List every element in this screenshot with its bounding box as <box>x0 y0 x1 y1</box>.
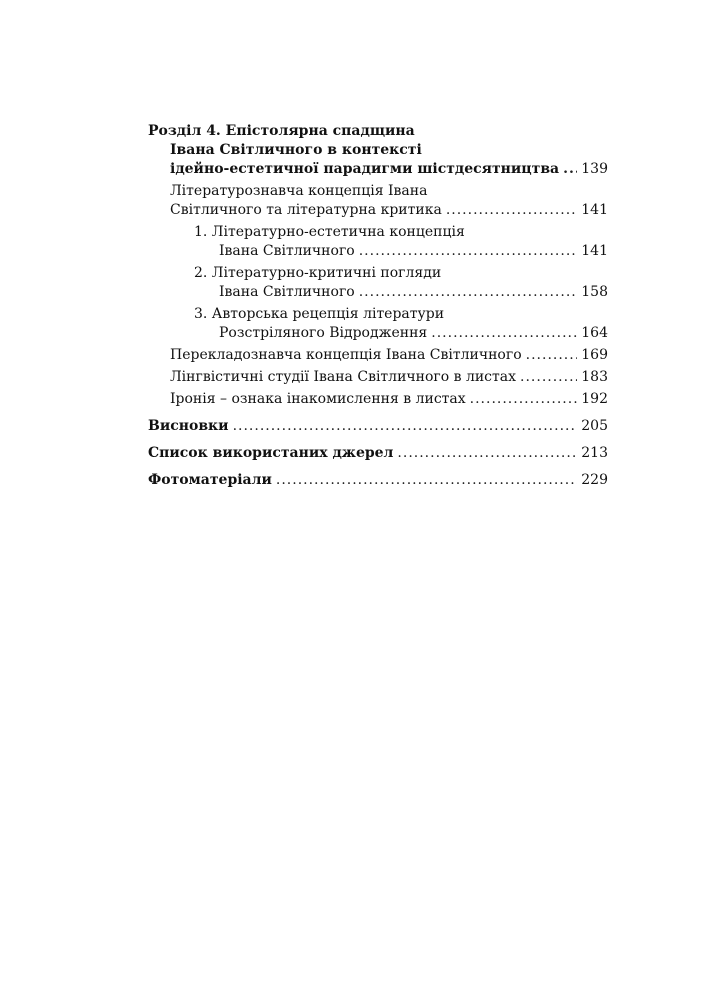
toc-conclusions <box>148 417 608 436</box>
toc-page-number: 164 <box>581 325 608 341</box>
toc-photos <box>148 471 608 490</box>
toc-entry-text: Список використаних джерел <box>148 445 394 461</box>
toc-entry-text: Літературознавча концепція Івана <box>170 183 428 199</box>
toc-page-number: 229 <box>581 472 608 488</box>
toc-page-number: 141 <box>581 202 608 218</box>
toc-leader-dots <box>431 324 577 343</box>
toc-chapter4-line3 <box>148 160 608 179</box>
toc-sources <box>148 444 608 463</box>
toc-s1-3-line2 <box>148 324 608 343</box>
toc-entry-text: 1. Літературно-естетична концепція <box>194 224 465 240</box>
toc-leader-dots <box>563 160 577 179</box>
toc-entry-text: Фотоматеріали <box>148 472 272 488</box>
toc-s1-2-line1 <box>148 264 608 283</box>
toc-s1-1-line2 <box>148 242 608 261</box>
toc-s4 <box>148 390 608 409</box>
toc-entry-text: Розділ 4. Епістолярна спадщина <box>148 123 415 139</box>
toc-page-number: 213 <box>581 445 608 461</box>
toc-page-number: 205 <box>581 418 608 434</box>
toc-leader-dots <box>397 444 577 463</box>
toc-s1-line1 <box>148 182 608 201</box>
toc-s1-3-line1 <box>148 305 608 324</box>
toc-leader-dots <box>359 242 578 261</box>
toc-s1-line2 <box>148 201 608 220</box>
toc-entry-text: Світличного та літературна критика <box>170 202 442 218</box>
toc-entry-text: Іронія – ознака інакомислення в листах <box>170 391 466 407</box>
toc-leader-dots <box>276 471 577 490</box>
toc-entry-text: 2. Літературно-критичні погляди <box>194 265 442 281</box>
toc-leader-dots <box>233 417 578 436</box>
toc-s1-1-line1 <box>148 223 608 242</box>
toc-leader-dots <box>359 283 578 302</box>
toc-chapter4-line1 <box>148 122 608 141</box>
toc-entry-text: Лінгвістичні студії Івана Світличного в листах <box>170 369 517 385</box>
toc-leader-dots <box>446 201 577 220</box>
toc-page-number: 141 <box>581 243 608 259</box>
toc-page-number: 139 <box>581 161 608 177</box>
table-of-contents <box>148 122 608 490</box>
toc-chapter4-line2 <box>148 141 608 160</box>
toc-entry-text: Івана Світличного <box>219 284 355 300</box>
toc-entry-text: Розстріляного Відродження <box>219 325 428 341</box>
toc-leader-dots <box>470 390 578 409</box>
toc-entry-text: Івана Світличного в контексті <box>170 142 422 158</box>
toc-s1-2-line2 <box>148 283 608 302</box>
toc-entry-text: 3. Авторська рецепція літератури <box>194 306 445 322</box>
toc-page-number: 183 <box>581 369 608 385</box>
toc-s3 <box>148 368 608 387</box>
toc-page-number: 158 <box>581 284 608 300</box>
toc-page-number: 169 <box>581 347 608 363</box>
toc-s2 <box>148 346 608 365</box>
toc-entry-text: Висновки <box>148 418 229 434</box>
toc-entry-text: Перекладознавча концепція Івана Світличного <box>170 347 522 363</box>
toc-entry-text: ідейно-естетичної парадигми шістдесятництва <box>170 161 560 177</box>
toc-leader-dots <box>520 368 577 387</box>
toc-entry-text: Івана Світличного <box>219 243 355 259</box>
toc-leader-dots <box>526 346 578 365</box>
toc-page-number: 192 <box>581 391 608 407</box>
